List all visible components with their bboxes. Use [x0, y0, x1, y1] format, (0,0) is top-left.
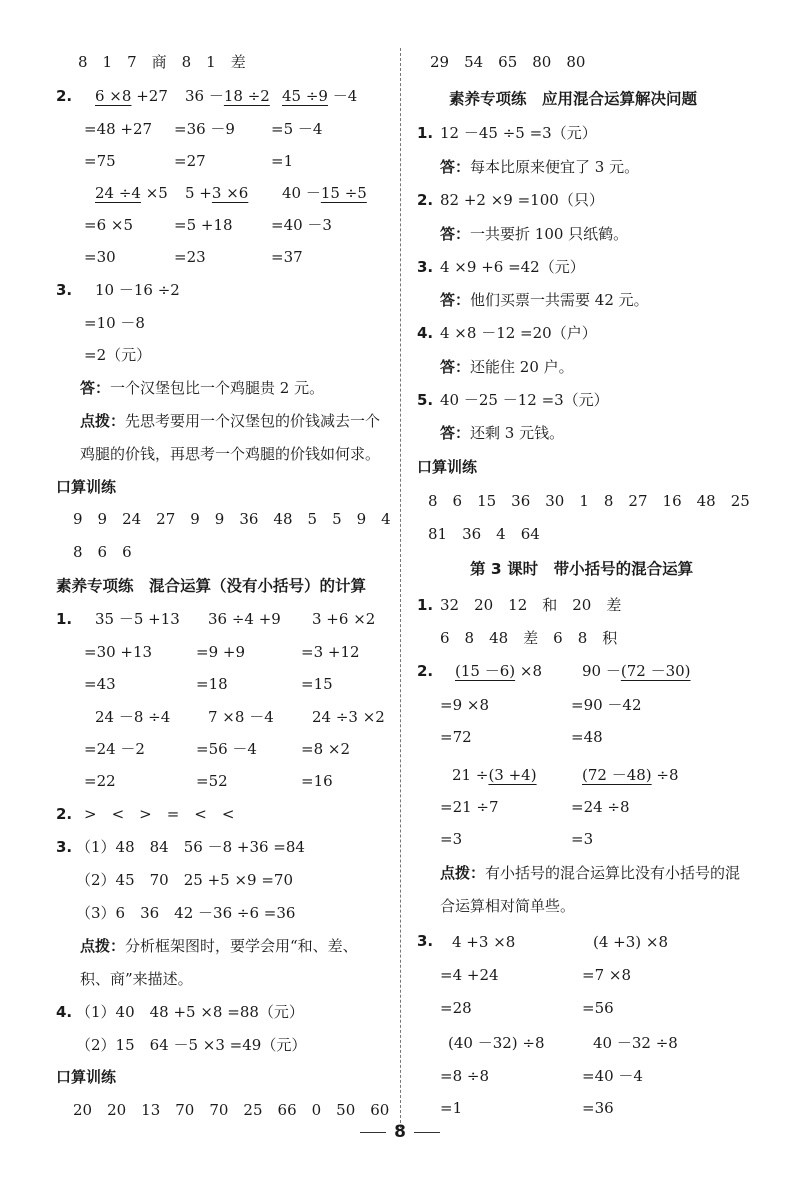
- dash-right: [414, 1132, 440, 1133]
- priority-part: (3 +4): [488, 766, 537, 784]
- answer-line: 8 1 7 商 8 1 差: [78, 53, 246, 71]
- answer: 答：还剩 3 元钱。: [440, 424, 565, 442]
- question-number: 3.: [56, 838, 73, 856]
- priority-part: 15 ÷5: [320, 184, 367, 202]
- step: =48: [571, 728, 603, 746]
- page-number: 8: [0, 1122, 800, 1142]
- question-number: 1.: [56, 610, 73, 628]
- expression: 5 +3 ×6: [185, 184, 249, 202]
- question-number: 2.: [56, 87, 73, 105]
- tip-continued: 积、商”来描述。: [80, 970, 193, 988]
- answer-line: 29 54 65 80 80: [430, 53, 586, 71]
- expression: 4 +3 ×8: [452, 933, 516, 951]
- step: =52: [196, 772, 228, 790]
- step: =24 －2: [84, 740, 145, 758]
- column-divider: [400, 48, 401, 1128]
- expression: 24 －8 ÷4: [95, 708, 171, 726]
- answer-line: （1）48 84 56 －8 +36 =84: [76, 838, 305, 856]
- step: =3: [571, 830, 594, 848]
- step: =43: [84, 675, 116, 693]
- step: =3 +12: [301, 643, 360, 661]
- step: =16: [301, 772, 333, 790]
- dash-left: [360, 1132, 386, 1133]
- priority-part: (72 －48): [582, 766, 652, 784]
- lesson-title: 第 3 课时 带小括号的混合运算: [470, 560, 694, 578]
- step: =8 ×2: [301, 740, 350, 758]
- step: =6 ×5: [84, 216, 133, 234]
- step: =56 －4: [196, 740, 257, 758]
- priority-part: 6 ×8: [95, 87, 132, 105]
- step: =9 +9: [196, 643, 245, 661]
- answer-line: （2）45 70 25 +5 ×9 =70: [76, 871, 293, 889]
- expression: 12 －45 ÷5 =3（元）: [440, 124, 597, 142]
- answer: 答：他们买票一共需要 42 元。: [440, 291, 649, 309]
- step: =8 ÷8: [440, 1067, 489, 1085]
- step: =1: [271, 152, 294, 170]
- step: =28: [440, 999, 472, 1017]
- expression: (40 －32) ÷8: [448, 1034, 545, 1052]
- step: =30: [84, 248, 116, 266]
- tip-continued: 鸡腿的价钱，再思考一个鸡腿的价钱如何求。: [80, 445, 381, 463]
- step: =1: [440, 1099, 463, 1117]
- expression: 40 －32 ÷8: [593, 1034, 678, 1052]
- expression: 3 +6 ×2: [312, 610, 376, 628]
- step: =36 －9: [174, 120, 235, 138]
- tip: 点拨：先思考要用一个汉堡包的价钱减去一个: [80, 412, 381, 430]
- step: =7 ×8: [582, 966, 631, 984]
- priority-part: 3 ×6: [211, 184, 249, 202]
- expression: 24 ÷3 ×2: [312, 708, 385, 726]
- step: =18: [196, 675, 228, 693]
- question-number: 1.: [417, 124, 434, 142]
- section-label: 口算训练: [56, 1068, 117, 1086]
- answer-line: > < > = < <: [84, 805, 235, 823]
- answer-line: 8 6 6: [73, 543, 132, 561]
- step: =10 －8: [84, 314, 145, 332]
- step: =75: [84, 152, 116, 170]
- expression: 90 －(72 －30): [582, 662, 691, 680]
- answer: 答：还能住 20 户。: [440, 358, 574, 376]
- answer: 答：一共要折 100 只纸鹤。: [440, 225, 629, 243]
- step: =30 +13: [84, 643, 153, 661]
- question-number: 2.: [56, 805, 73, 823]
- step: =15: [301, 675, 333, 693]
- expression: 24 ÷4 ×5: [95, 184, 168, 202]
- expression: 45 ÷9 －4: [282, 87, 358, 105]
- section-label: 口算训练: [417, 458, 478, 476]
- question-number: 3.: [56, 281, 73, 299]
- answer-line: （1）40 48 +5 ×8 =88（元）: [76, 1003, 304, 1021]
- question-number: 2.: [417, 191, 434, 209]
- answer-line: （3）6 36 42 －36 ÷6 =36: [76, 904, 296, 922]
- answer-line: 8 6 15 36 30 1 8 27 16 48 25: [428, 492, 750, 510]
- expression: 6 ×8 +27: [95, 87, 168, 105]
- step: =3: [440, 830, 463, 848]
- answer-line: 32 20 12 和 20 差: [440, 596, 622, 614]
- expression: 35 －5 +13: [95, 610, 180, 628]
- step: =2（元）: [84, 346, 152, 364]
- answer: 答：每本比原来便宜了 3 元。: [440, 158, 640, 176]
- answer-line: 9 9 24 27 9 9 36 48 5 5 9 4: [73, 510, 391, 528]
- step: =40 －3: [271, 216, 332, 234]
- step: =72: [440, 728, 472, 746]
- answer-line: 20 20 13 70 70 25 66 0 50 60: [73, 1101, 390, 1119]
- expression: (15 －6) ×8: [455, 662, 542, 680]
- step: =37: [271, 248, 303, 266]
- step: =4 +24: [440, 966, 499, 984]
- expression: (72 －48) ÷8: [582, 766, 679, 784]
- question-number: 2.: [417, 662, 434, 680]
- question-number: 1.: [417, 596, 434, 614]
- priority-part: 18 ÷2: [223, 87, 270, 105]
- step: =90 －42: [571, 696, 642, 714]
- expression: 4 ×8 －12 =20（户）: [440, 324, 597, 342]
- expression: 36 ÷4 +9: [208, 610, 281, 628]
- section-title: 素养专项练 应用混合运算解决问题: [449, 90, 698, 108]
- step: =48 +27: [84, 120, 153, 138]
- expression: 40 －25 －12 =3（元）: [440, 391, 609, 409]
- step: =27: [174, 152, 206, 170]
- answer-line: 81 36 4 64: [428, 525, 540, 543]
- step: =24 ÷8: [571, 798, 630, 816]
- priority-part: (15 －6): [455, 662, 516, 680]
- tip-continued: 合运算相对简单些。: [440, 897, 576, 915]
- question-number: 3.: [417, 258, 434, 276]
- expression: (4 +3) ×8: [593, 933, 669, 951]
- step: =36: [582, 1099, 614, 1117]
- expression: 7 ×8 －4: [208, 708, 274, 726]
- answer: 答：一个汉堡包比一个鸡腿贵 2 元。: [80, 379, 325, 397]
- expression: 40 －15 ÷5: [282, 184, 367, 202]
- step: =56: [582, 999, 614, 1017]
- priority-part: 45 ÷9: [282, 87, 328, 105]
- priority-part: (72 －30): [620, 662, 691, 680]
- question-number: 3.: [417, 932, 434, 950]
- section-label: 口算训练: [56, 478, 117, 496]
- answer-line: 6 8 48 差 6 8 积: [440, 629, 618, 647]
- expression: 82 +2 ×9 =100（只）: [440, 191, 604, 209]
- question-number: 4.: [56, 1003, 73, 1021]
- step: =40 －4: [582, 1067, 643, 1085]
- step: =21 ÷7: [440, 798, 499, 816]
- question-number: 4.: [417, 324, 434, 342]
- expression: 21 ÷(3 +4): [452, 766, 537, 784]
- tip: 点拨：分析框架图时，要学会用“和、差、: [80, 937, 358, 955]
- section-title: 素养专项练 混合运算（没有小括号）的计算: [56, 577, 367, 595]
- step: =9 ×8: [440, 696, 489, 714]
- question-number: 5.: [417, 391, 434, 409]
- expression: 10 －16 ÷2: [95, 281, 180, 299]
- answer-line: （2）15 64 －5 ×3 =49（元）: [76, 1036, 307, 1054]
- priority-part: 24 ÷4: [95, 184, 141, 202]
- tip: 点拨：有小括号的混合运算比没有小括号的混: [440, 864, 741, 882]
- expression: 4 ×9 +6 =42（元）: [440, 258, 585, 276]
- expression: 36 －18 ÷2: [185, 87, 270, 105]
- step: =23: [174, 248, 206, 266]
- step: =5 +18: [174, 216, 233, 234]
- step: =5 －4: [271, 120, 323, 138]
- step: =22: [84, 772, 116, 790]
